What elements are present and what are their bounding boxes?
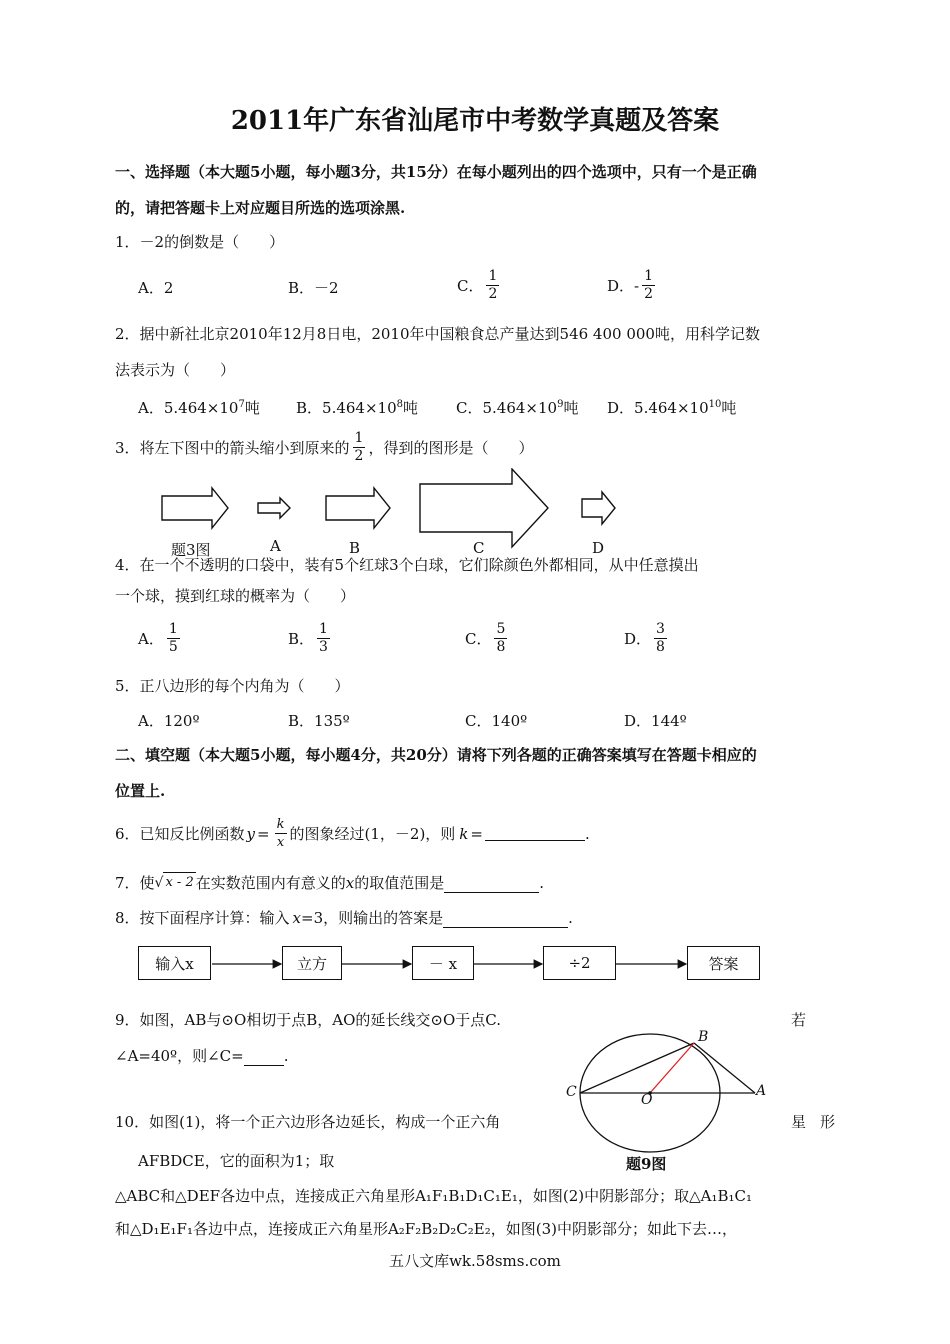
q4-option-d: D． $\frac{3}{8}$ [624,621,665,655]
q5-option-b: B．135º [288,712,350,730]
q2-stem-line2: 法表示为（ ） [115,361,236,379]
q4-stem-line2: 一个球，摸到红球的概率为（ ） [115,587,356,605]
q3-arrow-c [420,469,548,547]
footer-watermark: 五八文库wk.58sms.com [389,1252,561,1270]
flow-box-answer: 答案 [687,946,760,980]
q7-answer-blank[interactable] [444,878,539,893]
flow-box-input: 输入x [138,946,211,980]
q8-answer-blank[interactable] [443,913,568,928]
q1-stem: 1．－2的倒数是（ ） [115,233,285,251]
q3-label-b: B [349,539,361,557]
q6-answer-blank[interactable] [485,826,585,841]
q4-option-a: A． $\frac{1}{5}$ [138,621,178,655]
q3-arrow-d [582,492,615,524]
q9-point-o: O [641,1092,653,1108]
q3-label-c: C [473,539,485,557]
q9-stem-line1: 9．如图，AB与⊙O相切于点B，AO的延长线交⊙O于点C. [115,1011,501,1029]
section1-heading-line2: 的，请把答题卡上对应题目所选的选项涂黑. [115,199,406,217]
q10-stem-line2: AFBDCE，它的面积为1；取 [138,1152,335,1170]
q1-option-c: C． $\frac{1}{2}$ [457,268,498,302]
q3-arrows-figure [150,468,630,558]
q9-stem-line2: ∠A=40º，则∠C= . [115,1047,289,1065]
q9-answer-blank[interactable] [244,1051,284,1066]
q9-figure-label: 题9图 [626,1155,667,1173]
page-title: 2011年广东省汕尾市中考数学真题及答案 [230,106,720,136]
section1-heading-line1: 一、选择题（本大题5小题，每小题3分，共15分）在每小题列出的四个选项中，只有一个是正确 [115,163,757,181]
q8-stem: 8．按下面程序计算：输入 x =3，则输出的答案是 . [115,909,573,927]
q3-original-arrow [162,488,228,528]
q5-option-c: C．140º [465,712,528,730]
q1-option-b: B．－2 [288,279,339,297]
section2-heading-line1: 二、填空题（本大题5小题，每小题4分，共20分）请将下列各题的正确答案填写在答题卡相应的 [115,746,757,764]
flow-arrows [210,955,690,975]
q9-point-b: B [698,1029,709,1045]
q9-circle-figure [560,1025,780,1155]
q1-option-d: D．- $\frac{1}{2}$ [607,268,654,302]
q4-option-b: B． $\frac{1}{3}$ [288,621,328,655]
q9-point-a: A [756,1083,767,1099]
flow-box-minus-x: － x [412,946,474,980]
section2-heading-line2: 位置上. [115,782,166,800]
q10-stem-line4: 和△D₁E₁F₁各边中点，连接成正六角星形A₂F₂B₂D₂C₂E₂，如图(3)中阴影部分；如此下去…， [115,1220,738,1238]
q4-stem-line1: 4．在一个不透明的口袋中，装有5个红球3个白球，它们除颜色外都相同，从中任意摸出 [115,556,699,574]
q1-option-a: A．2 [138,279,174,297]
q3-label-d: D [592,539,605,557]
q7-stem: 7．使 √ x - 2 在实数范围内有意义的 x 的取值范围是 . [115,874,545,892]
q3-figure-label: 题3图 [171,541,211,559]
line-cb [580,1043,694,1093]
q6-stem: 6．已知反比例函数 y = $\frac{k}{x}$ 的图象经过(1，－2)，则 k = . [115,817,590,850]
q9-point-c: C [566,1084,577,1100]
q10-xing2: 形 [820,1113,836,1131]
q2-option-c: C．$5.464\times 10^9$吨 [456,399,579,417]
q5-option-d: D．144º [624,712,687,730]
flow-box-divide-2: ÷2 [543,946,616,980]
q5-stem: 5．正八边形的每个内角为（ ） [115,677,350,695]
q3-label-a: A [270,537,281,555]
q10-stem-line1: 10．如图(1)，将一个正六边形各边延长，构成一个正六角 [115,1113,501,1131]
q3-arrow-b [326,488,390,528]
q3-stem: 3．将左下图中的箭头缩小到原来的 $\frac{1}{2}$ ，得到的图形是（ ） [115,430,534,464]
q2-option-a: A．$5.464\times 10^7$吨 [138,399,260,417]
q2-stem-line1: 2．据中新社北京2010年12月8日电，2010年中国粮食总产量达到546 400 000吨，用科学记数 [115,325,760,343]
q2-option-b: B．$5.464\times 10^8$吨 [296,399,419,417]
flow-box-cube: 立方 [282,946,342,980]
q2-option-d: D．$5.464\times 10^{10}$吨 [607,399,737,417]
q5-option-a: A．120º [138,712,200,730]
q3-arrow-a [258,498,290,518]
radius-ob [650,1043,694,1093]
q4-option-c: C． $\frac{5}{8}$ [465,621,506,655]
q10-xing: 星 [791,1113,807,1131]
line-ba [694,1043,755,1093]
q9-ruo: 若 [791,1011,807,1029]
q10-stem-line3: △ABC和△DEF各边中点，连接成正六角星形A₁F₁B₁D₁C₁E₁，如图(2)中阴影部分；取△A₁B₁C₁ [115,1187,753,1205]
